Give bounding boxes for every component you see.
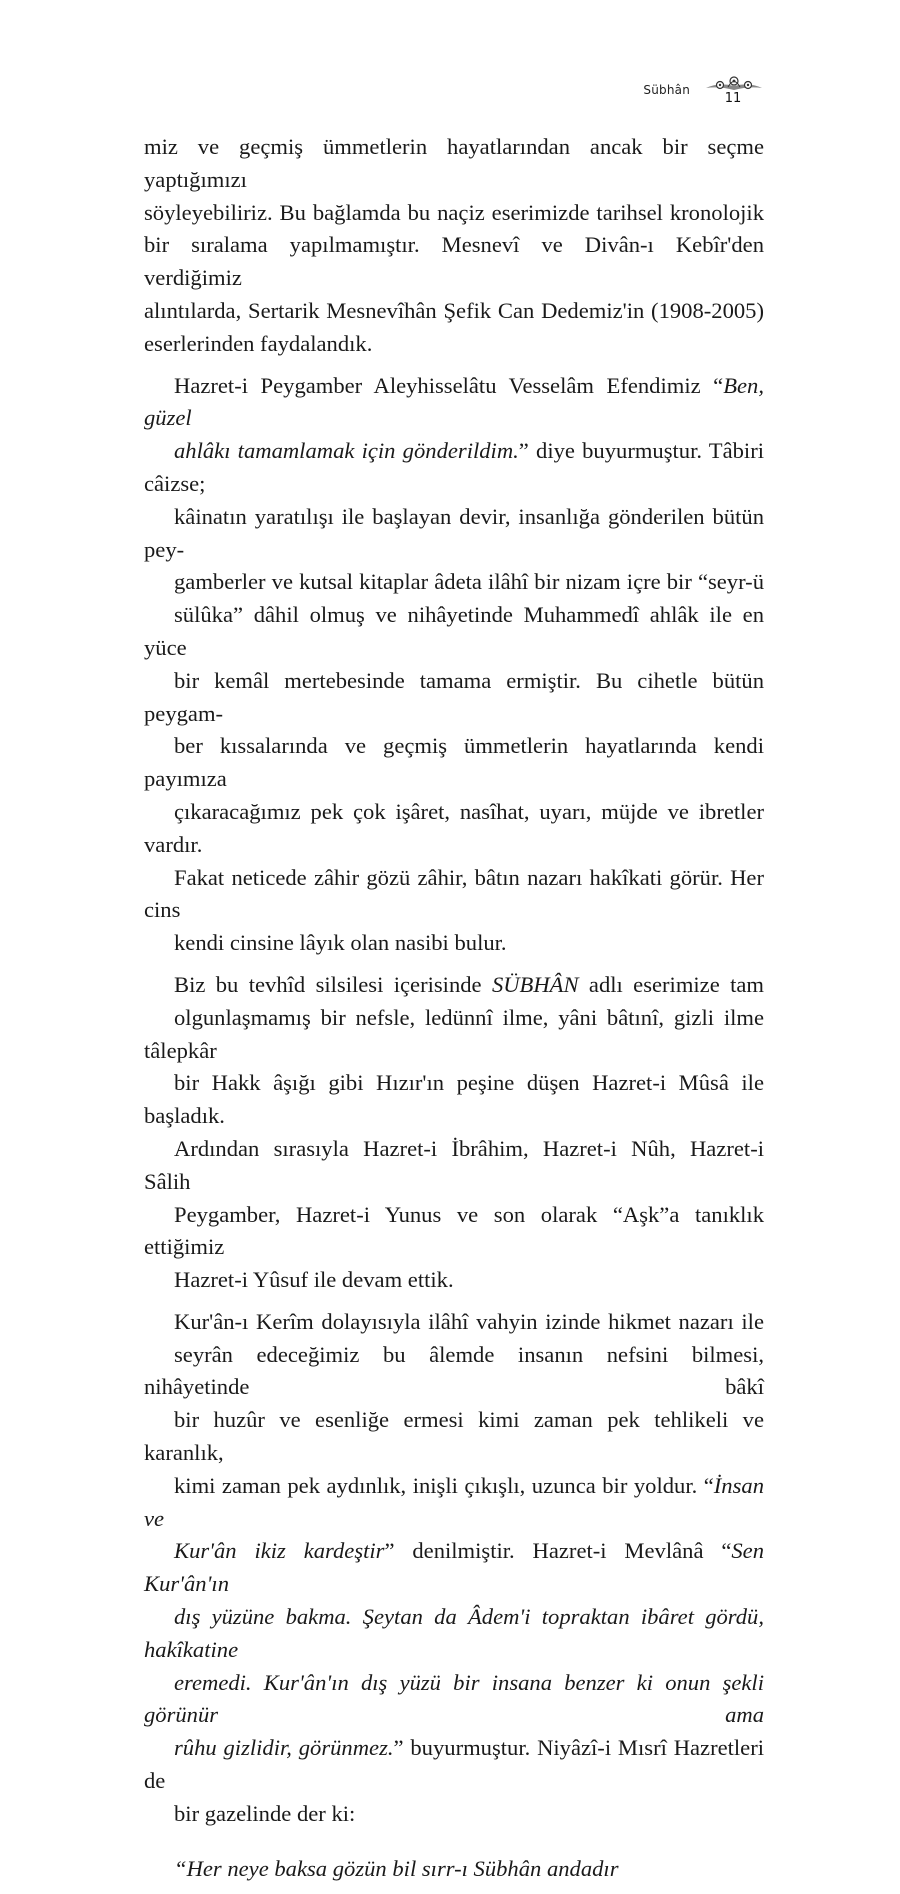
paragraph-1: [144, 131, 764, 361]
text-line: kendi cinsine lâyık olan nasibi bulur.: [174, 930, 507, 956]
text-line: [144, 1535, 764, 1601]
text-line: bir sıralama yapılmamıştır. Mesnevî ve Divân-ı Kebîr'den verdiğimiz: [144, 232, 764, 291]
text-line: sülûka” dâhil olmuş ve nihâyetinde Muhammedî ahlâk ile en yüce: [144, 602, 764, 660]
text-line: kâinatın yaratılışı ile başlayan devir, insanlığa gönderilen bütün pey-: [144, 503, 764, 562]
text-line: Kur'ân-ı Kerîm dolayısıyla ilâhî vahyin izinde hikmet nazarı ile: [174, 1308, 764, 1334]
text-line: eserlerinden faydalandık.: [144, 330, 373, 356]
text-line: olgunlaşmamış bir nefsle, ledünnî ilme, yâni bâtınî, gizli ilme tâlepkâr: [144, 1004, 764, 1063]
text-line: Fakat neticede zâhir gözü zâhir, bâtın nazarı hakîkati görür. Her cins: [144, 864, 764, 923]
text-line: alıntılarda, Sertarik Mesnevîhân Şefik Can Dedemiz'in (1908-2005): [144, 297, 764, 323]
text-line: bir Hakk âşığı gibi Hızır'ın peşine düşen Hazret-i Mûsâ ile başladık.: [144, 1070, 764, 1129]
text-line: dış yüzüne bakma. Şeytan da Âdem'i topraktan ibâret gördü, hakîkatine: [144, 1604, 764, 1662]
text-segment: Hazret-i Peygamber Aleyhisselâtu Vesselâm Efendimiz “: [174, 372, 724, 398]
text-segment: ” buyurmuştur. Niyâzî-i Mısrî Hazretleri de: [144, 1735, 764, 1794]
text-line: miz ve geçmiş ümmetlerin hayatlarından ancak bir seçme yaptığımızı: [144, 134, 764, 192]
italic-quote: rûhu gizlidir, görünmez.: [174, 1735, 394, 1761]
text-segment: ” diye buyurmuştur. Tâbiri câizse;: [144, 438, 765, 496]
text-line: [144, 435, 764, 501]
paragraph-4: [144, 1306, 764, 1831]
text-segment: adlı eserimize tam: [578, 971, 764, 997]
italic-quote: İnsan ve: [144, 1472, 764, 1531]
running-title: Sübhân: [643, 83, 690, 97]
text-line: eremedi. Kur'ân'ın dış yüzü bir insana benzer ki onun şekli görünür ama: [144, 1669, 764, 1728]
text-line: söyleyebiliriz. Bu bağlamda bu naçiz eserimizde tarihsel kronolojik: [144, 199, 764, 225]
text-line: çıkaracağımız pek çok işâret, nasîhat, uyarı, müjde ve ibretler vardır.: [144, 798, 764, 857]
text-segment: kimi zaman pek aydınlık, inişli çıkışlı, uzunca bir yoldur. “: [174, 1472, 714, 1498]
text-line: gamberler ve kutsal kitaplar âdeta ilâhî bir nizam içre bir “seyr-ü: [174, 569, 764, 595]
paragraph-2: [144, 370, 764, 960]
text-line: [144, 969, 764, 1002]
text-line: bir kemâl mertebesinde tamama ermiştir. Bu cihetle bütün peygam-: [144, 667, 764, 726]
text-line: Hazret-i Yûsuf ile devam ettik.: [174, 1267, 454, 1293]
text-line: bir gazelinde der ki:: [174, 1800, 356, 1826]
body-text: [144, 131, 764, 1894]
text-line: bir huzûr ve esenliğe ermesi kimi zaman pek tehlikeli ve karanlık,: [144, 1407, 764, 1466]
text-line: Ardından sırasıyla Hazret-i İbrâhim, Hazret-i Nûh, Hazret-i Sâlih: [144, 1135, 764, 1194]
italic-quote: Sen Kur'ân'ın: [144, 1538, 764, 1597]
page-header: [0, 74, 900, 114]
italic-quote: ahlâkı tamamlamak için gönderildim.: [174, 438, 519, 464]
text-line: [144, 1470, 764, 1536]
text-line: ber kıssalarında ve geçmiş ümmetlerin hayatlarında kendi payımıza: [144, 733, 764, 792]
paragraph-3: [144, 969, 764, 1297]
italic-quote: Ben, güzel: [144, 372, 764, 431]
page-number: 11: [724, 91, 742, 106]
text-segment: ” denilmiştir. Hazret-i Mevlânâ “: [384, 1538, 732, 1564]
italic-quote: Kur'ân ikiz kardeştir: [174, 1538, 385, 1564]
text-line: [144, 370, 764, 436]
text-segment: Biz bu tevhîd silsilesi içerisinde: [174, 971, 492, 997]
verse-line: “Her neye baksa gözün bil sırr-ı Sübhân andadır: [174, 1855, 619, 1881]
text-line: Peygamber, Hazret-i Yunus ve son olarak “Aşk”a tanıklık ettiğimiz: [144, 1201, 764, 1260]
book-title: SÜBHÂN: [491, 971, 579, 997]
text-line: [144, 1732, 764, 1798]
text-line: seyrân edeceğimiz bu âlemde insanın nefsini bilmesi, nihâyetinde bâkî: [144, 1341, 764, 1400]
